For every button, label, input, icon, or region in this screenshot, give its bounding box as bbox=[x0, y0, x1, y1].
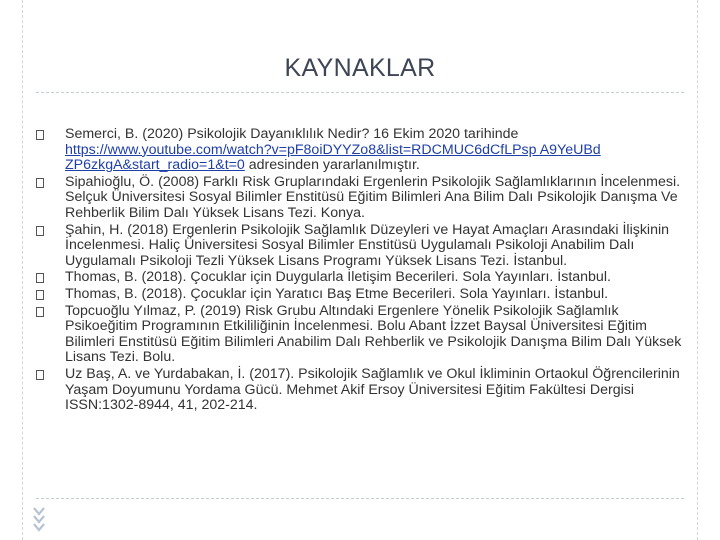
reference-item bbox=[36, 127, 686, 174]
reference-text-tail: adresinden yararlanılmıştır. bbox=[244, 157, 420, 174]
reference-item bbox=[36, 367, 686, 414]
box-bullet-icon bbox=[36, 290, 44, 300]
reference-text: Thomas, B. (2018). Çocuklar için Duygularla İletişim Becerileri. Sola Yayınları. İstanbul. bbox=[65, 269, 611, 286]
reference-list bbox=[36, 127, 686, 415]
reference-text: Şahin, H. (2018) Ergenlerin Psikolojik Sağlamlık Düzeyleri ve Hayat Amaçları Arasındaki İlişkinin İncelenmesi. Haliç Üniversitesi Sosyal Bilimler Enstitüsü Uygulamalı Psikoloji Anabilim Dalı Uygulamalı Psikoloji Tezli Yüksek Lisans Programı Yüksek Lisans Tezi. İstanbul. bbox=[65, 221, 670, 269]
title-divider bbox=[36, 92, 684, 93]
box-bullet-icon bbox=[36, 178, 44, 188]
box-bullet-icon bbox=[36, 130, 44, 140]
reference-item bbox=[36, 287, 686, 303]
reference-text: Sipahioğlu, Ö. (2008) Farklı Risk Gruplarındaki Ergenlerin Psikolojik Sağlamlıklarının İncelenmesi. Selçuk Üniversitesi Sosyal Bilimler Enstitüsü Eğitim Bilimleri Ana Bilim Dalı Psikolojik Danışma Ve Rehberlik Bilim Dalı Yüksek Lisans Tezi. Konya. bbox=[65, 173, 681, 221]
page-title: KAYNAKLAR bbox=[284, 54, 436, 82]
reference-item bbox=[36, 304, 686, 366]
footer-divider bbox=[36, 498, 684, 499]
reference-text: Thomas, B. (2018). Çocuklar için Yaratıcı Baş Etme Becerileri. Sola Yayınları. İstanbul. bbox=[65, 285, 609, 302]
reference-text: Topcuoğlu Yılmaz, P. (2019) Risk Grubu Altındaki Ergenlere Yönelik Psikolojik Sağlamlık Psikoeğitim Programının Etkililiğinin İncelenmesi. Bolu Abant İzzet Baysal Üniversitesi Eğitim Bilimleri Enstitüsü Eğitim Bilimleri Anabilim Dalı Rehberlik ve Psikolojik Danışma Bilim Dalı Yüksek Lisans Tezi. Bolu. bbox=[65, 302, 682, 366]
box-bullet-icon bbox=[36, 370, 44, 380]
chevron-down-icon[interactable] bbox=[32, 506, 46, 532]
reference-link[interactable]: https://www.youtube.com/watch?v=pF8oiDYYZo8&list=RDCMUC6dCfLPsp A9YeUBd ZP6zkgA&start_radio=1&t=0 bbox=[65, 141, 601, 174]
reference-item bbox=[36, 223, 686, 270]
reference-item bbox=[36, 270, 686, 286]
box-bullet-icon bbox=[36, 226, 44, 236]
reference-text: Uz Baş, A. ve Yurdabakan, İ. (2017). Psikolojik Sağlamlık ve Okul İkliminin Ortaokul Öğrencilerinin Yaşam Doyumunu Yordama Gücü. Mehmet Akif Ersoy Üniversitesi Eğitim Fakültesi Dergisi ISSN:1302-8944, 41, 202-214. bbox=[65, 365, 680, 414]
reference-text: Semerci, B. (2020) Psikolojik Dayanıklılık Nedir? 16 Ekim 2020 tarihinde bbox=[65, 126, 519, 142]
box-bullet-icon bbox=[36, 273, 44, 283]
box-bullet-icon bbox=[36, 307, 44, 317]
reference-item bbox=[36, 175, 686, 222]
